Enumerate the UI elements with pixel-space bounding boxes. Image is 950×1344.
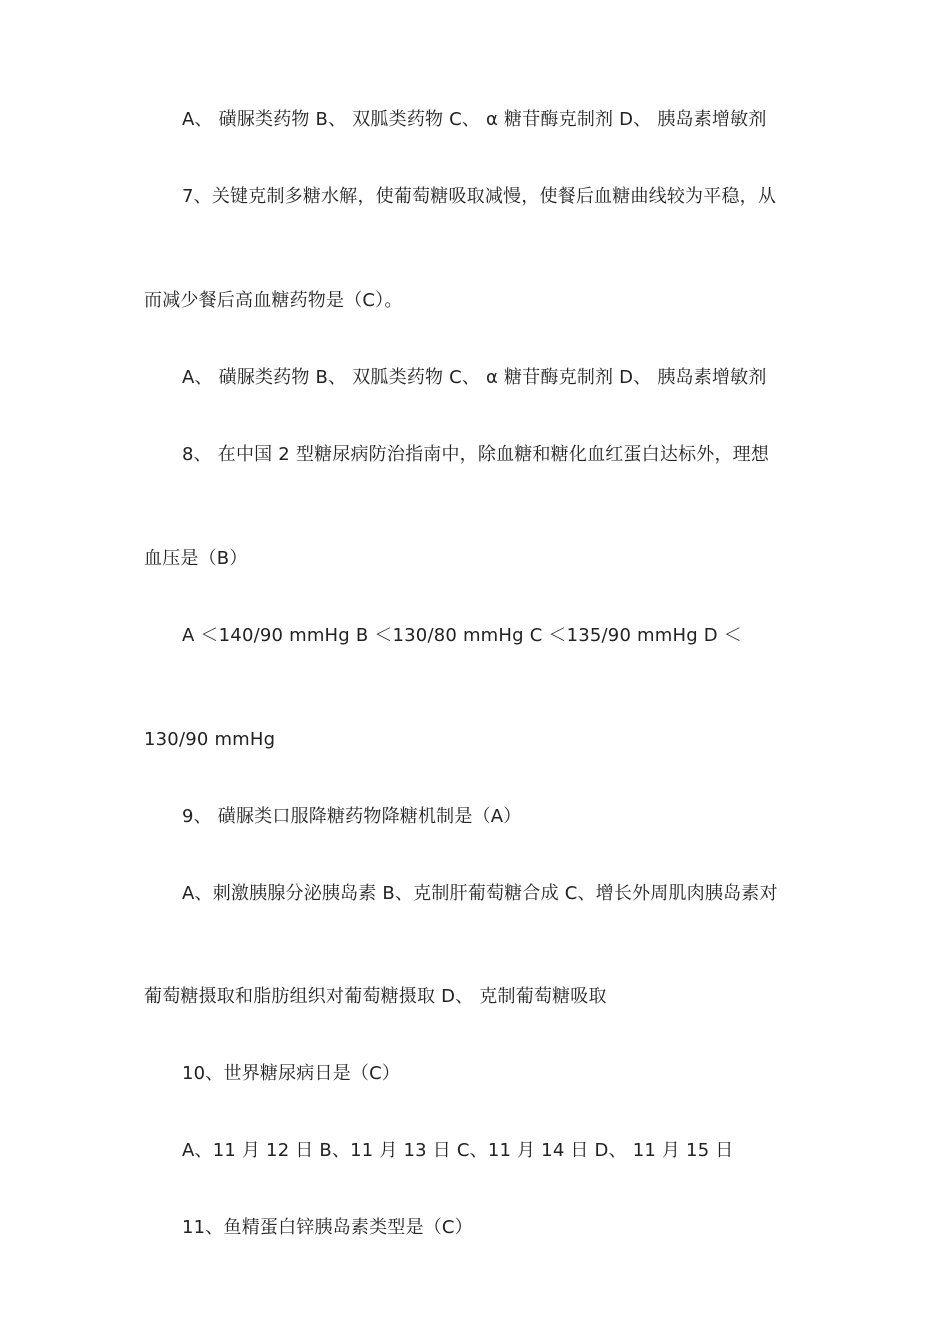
- q10-question: 10、世界糖尿病日是（C）: [182, 1063, 401, 1084]
- q7-question-line-1: 7、关键克制多糖水解，使葡萄糖吸取减慢，使餐后血糖曲线较为平稳，从: [182, 186, 777, 207]
- q9-options-line-1: A、刺激胰腺分泌胰岛素 B、克制肝葡萄糖合成 C、增长外周肌肉胰岛素对: [182, 883, 778, 904]
- q11-question: 11、鱼精蛋白锌胰岛素类型是（C）: [182, 1217, 473, 1238]
- q8-question-line-1: 8、 在中国 2 型糖尿病防治指南中，除血糖和糖化血红蛋白达标外，理想: [182, 444, 770, 465]
- q8-question-line-2: 血压是（B）: [144, 548, 248, 569]
- q7-question-line-2: 而减少餐后高血糖药物是（C）。: [144, 290, 403, 311]
- q10-options: A、11 月 12 日 B、11 月 13 日 C、11 月 14 日 D、 11 月 15 日: [182, 1140, 734, 1161]
- q9-question: 9、 磺脲类口服降糖药物降糖机制是（A）: [182, 806, 522, 827]
- q9-options-line-2: 葡萄糖摄取和脂肪组织对葡萄糖摄取 D、 克制葡萄糖吸取: [144, 986, 607, 1007]
- q8-options-line-2: 130/90 mmHg: [144, 729, 276, 750]
- q8-options-line-1: A ＜140/90 mmHg B ＜130/80 mmHg C ＜135/90 mmHg D ＜: [182, 625, 742, 646]
- q7-options: A、 磺脲类药物 B、 双胍类药物 C、 α 糖苷酶克制剂 D、 胰岛素增敏剂: [182, 367, 767, 388]
- q6-options: A、 磺脲类药物 B、 双胍类药物 C、 α 糖苷酶克制剂 D、 胰岛素增敏剂: [182, 109, 767, 130]
